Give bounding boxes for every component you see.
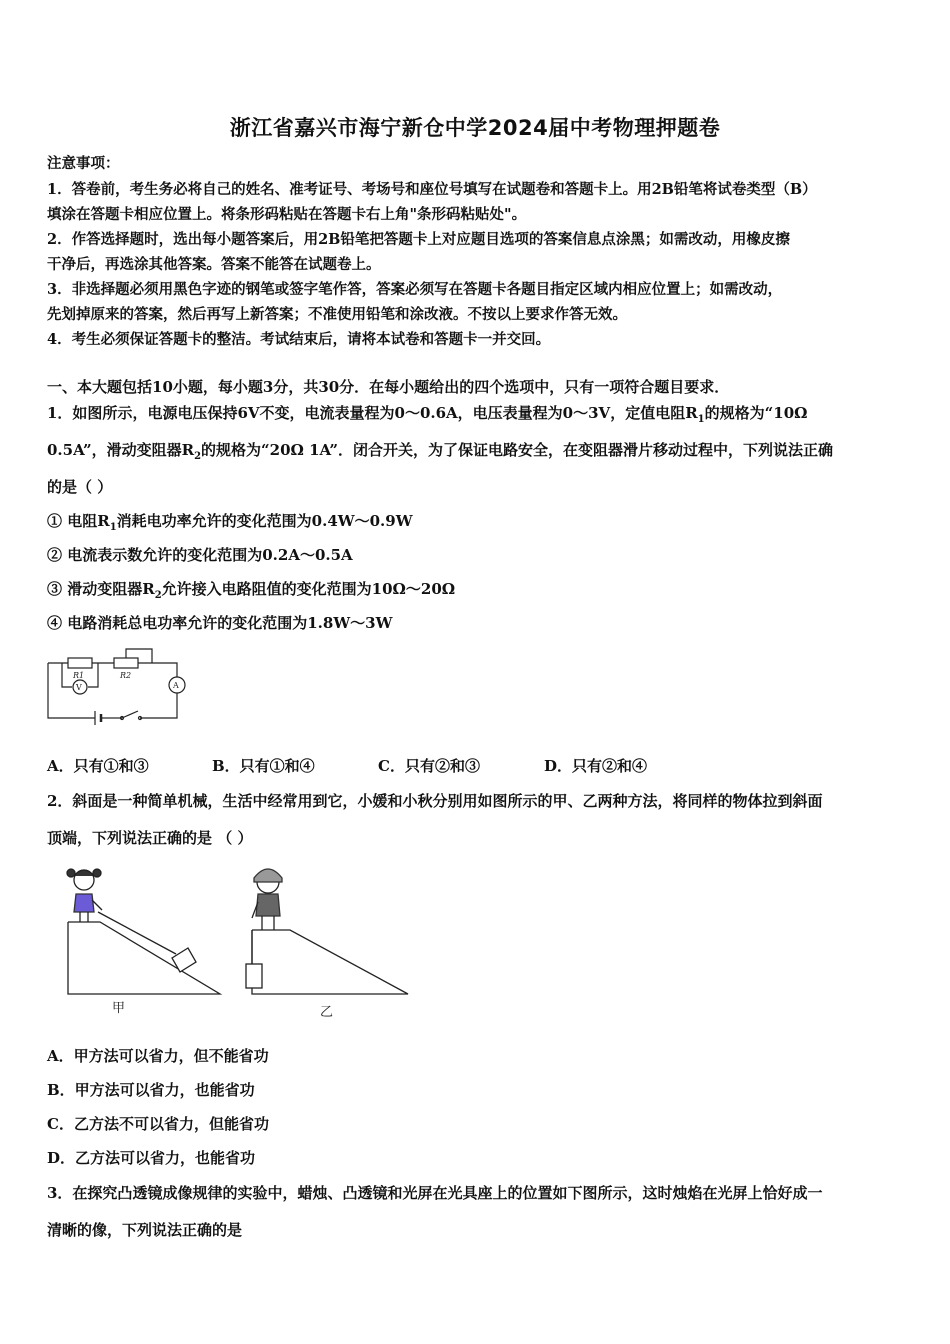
r1-label: R1 — [73, 671, 85, 680]
q1-statement-4: ④ 电路消耗总电功率允许的变化范围为1.8W～3W — [47, 614, 393, 632]
notice-line: 1．答卷前，考生务必将自己的姓名、准考证号、考场号和座位号填写在试题卷和答题卡上。用2B铅笔将试卷类型（B） — [47, 181, 817, 198]
option-c[interactable]: C．乙方法不可以省力，但能省功 — [47, 1115, 269, 1133]
q1-text: 1．如图所示，电源电压保持6V不变，电流表量程为0～0.6A，电压表量程为0～3V，定值电阻R — [47, 404, 698, 422]
q1-text: ③ 滑动变阻器R — [47, 580, 155, 598]
q1-text: 的规格为“10Ω — [704, 404, 808, 422]
q1-options — [47, 755, 647, 776]
q1-stem-line — [47, 402, 808, 425]
q1-statement-1 — [47, 510, 413, 533]
option-c[interactable]: C．只有②和③ — [378, 757, 480, 775]
incline-figure-a — [60, 860, 230, 1020]
q1-statement-3 — [47, 578, 455, 601]
option-b[interactable]: B．只有①和④ — [212, 757, 315, 775]
option-a[interactable]: A．甲方法可以省力，但不能省功 — [47, 1047, 269, 1065]
notice-line: 填涂在答题卡相应位置上。将条形码粘贴在答题卡右上角"条形码粘贴处"。 — [47, 206, 527, 223]
notice-line: 3．非选择题必须用黑色字迹的钢笔或签字笔作答，答案必须写在答题卡各题目指定区域内相应位置上；如需改动， — [47, 281, 783, 298]
incline-figure-b — [238, 860, 418, 1025]
q1-text: 允许接入电路阻值的变化范围为10Ω～20Ω — [161, 580, 456, 598]
subscript: 2 — [154, 590, 162, 601]
q1-text: 消耗电功率允许的变化范围为0.4W～0.9W — [116, 512, 413, 530]
r2-label: R2 — [120, 671, 132, 680]
ammeter-label: A — [173, 681, 179, 690]
notice-line: 4．考生必须保证答题卡的整洁。考试结束后，请将本试卷和答题卡一并交回。 — [47, 331, 551, 348]
circuit-diagram — [40, 645, 190, 725]
section-heading: 一、本大题包括10小题，每小题3分，共30分．在每小题给出的四个选项中，只有一项符合题目要求． — [47, 378, 730, 396]
figure-label-b: 乙 — [320, 1005, 334, 1020]
notice-line: 2．作答选择题时，选出每小题答案后，用2B铅笔把答题卡上对应题目选项的答案信息点涂黑；如需改动，用橡皮擦 — [47, 231, 790, 248]
q1-statement-2: ② 电流表示数允许的变化范围为0.2A～0.5A — [47, 546, 353, 564]
notice-line: 先划掉原来的答案，然后再写上新答案；不准使用铅笔和涂改液。不按以上要求作答无效。 — [47, 306, 627, 323]
q1-stem-line: 的是（ ） — [47, 478, 113, 496]
option-d[interactable]: D．乙方法可以省力，也能省功 — [47, 1149, 256, 1167]
q1-text: 0.5A”，滑动变阻器R — [47, 441, 195, 459]
notice-line: 干净后，再选涂其他答案。答案不能答在试题卷上。 — [47, 256, 381, 273]
q1-text: ① 电阻R — [47, 512, 110, 530]
subscript: 1 — [697, 414, 705, 425]
q1-stem-line — [47, 439, 833, 462]
option-a[interactable]: A．只有①和③ — [47, 757, 149, 775]
subscript: 2 — [194, 451, 202, 462]
subscript: 1 — [109, 522, 117, 533]
page-title: 浙江省嘉兴市海宁新仓中学2024届中考物理押题卷 — [229, 116, 721, 140]
notice-heading: 注意事项： — [47, 155, 120, 172]
voltmeter-label: V — [76, 683, 82, 692]
option-d[interactable]: D．只有②和④ — [544, 757, 648, 775]
q3-stem-line: 3．在探究凸透镜成像规律的实验中，蜡烛、凸透镜和光屏在光具座上的位置如下图所示，这时烛焰在光屏上恰好成一 — [47, 1184, 823, 1202]
q2-stem-line: 2．斜面是一种简单机械，生活中经常用到它，小媛和小秋分别用如图所示的甲、乙两种方法，将同样的物体拉到斜面 — [47, 792, 823, 810]
q1-text: 的规格为“20Ω 1A”．闭合开关，为了保证电路安全，在变阻器滑片移动过程中，下列说法正确 — [201, 441, 834, 459]
option-b[interactable]: B．甲方法可以省力，也能省功 — [47, 1081, 255, 1099]
q3-stem-line: 清晰的像，下列说法正确的是 — [47, 1221, 243, 1239]
figure-label-a: 甲 — [112, 1001, 126, 1016]
q2-stem-line: 顶端，下列说法正确的是 （ ） — [47, 829, 253, 847]
